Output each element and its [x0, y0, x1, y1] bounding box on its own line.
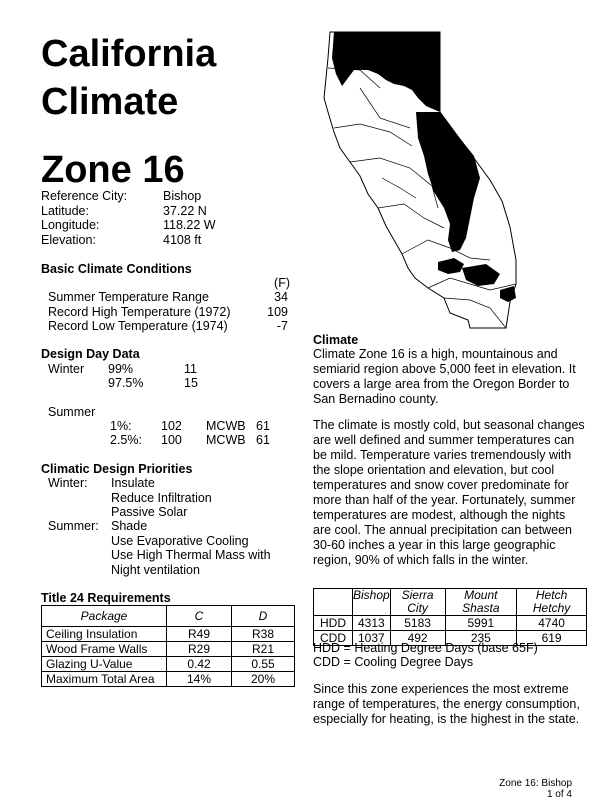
unit-label: (F) [274, 276, 290, 290]
table-row [42, 672, 295, 687]
summer-value: 102 [161, 419, 182, 433]
table-cell: 20% [232, 672, 295, 687]
mcwb-value: 61 [256, 433, 270, 447]
footer-zone: Zone 16: Bishop [499, 778, 572, 789]
condition-value: 34 [274, 290, 288, 304]
priority-item: Use Evaporative Cooling [111, 533, 249, 548]
table-cell: 5183 [390, 616, 445, 631]
header-cell-empty [314, 589, 353, 616]
table-cell: 5991 [445, 616, 517, 631]
header-cell: Sierra City [390, 589, 445, 616]
table-cell: 4740 [517, 616, 587, 631]
priority-item: Passive Solar [111, 505, 188, 519]
degree-days-table [313, 588, 587, 646]
table-header-row [42, 606, 295, 627]
priority-summer-label: Summer: [48, 519, 99, 533]
condition-value: 109 [267, 304, 288, 319]
table-cell: R29 [167, 642, 232, 657]
table-cell: 4313 [353, 616, 391, 631]
table-cell: R49 [167, 627, 232, 642]
reference-info [41, 189, 241, 247]
header-cell: Hetch Hetchy [517, 589, 587, 616]
title-line-1: California [41, 33, 217, 75]
california-map [320, 28, 592, 334]
priority-winter-list [111, 476, 212, 520]
condition-value: -7 [276, 319, 288, 333]
table-cell: 1037 [353, 631, 391, 646]
ref-label: Longitude: [41, 218, 100, 232]
table-row [314, 616, 587, 631]
priority-item: Insulate [111, 476, 155, 490]
page-footer [499, 778, 572, 800]
title24-heading: Title 24 Requirements [41, 591, 171, 605]
table-cell: Ceiling Insulation [42, 627, 167, 642]
table-cell: Wood Frame Walls [42, 642, 167, 657]
table-row [42, 657, 295, 672]
condition-label: Record High Temperature (1972) [48, 304, 231, 319]
header-cell: D [232, 606, 295, 627]
header-cell: C [167, 606, 232, 627]
footer-page: 1 of 4 [546, 789, 572, 800]
mcwb-value: 61 [256, 419, 270, 433]
basic-conditions [48, 290, 288, 334]
table-cell: 235 [445, 631, 517, 646]
ref-value: Bishop [163, 189, 202, 203]
priorities-heading: Climatic Design Priorities [41, 462, 193, 476]
winter-value: 15 [184, 376, 198, 390]
winter-pct: 97.5% [108, 376, 144, 390]
condition-label: Summer Temperature Range [48, 290, 209, 304]
basic-heading: Basic Climate Conditions [41, 262, 192, 276]
priority-winter-label: Winter: [48, 476, 88, 490]
table-row [42, 627, 295, 642]
climate-paragraph-3: Since this zone experiences the most extreme range of temperatures, the energy consumption, especially for heating, is the highest in the state. [313, 682, 580, 726]
condition-label: Record Low Temperature (1974) [48, 319, 228, 333]
table-header-row [314, 589, 587, 616]
table-cell: 619 [517, 631, 587, 646]
header-cell: Package [42, 606, 167, 627]
climate-heading: Climate [313, 333, 359, 347]
winter-value: 11 [184, 362, 197, 376]
table-cell: Maximum Total Area [42, 672, 167, 687]
climate-paragraph-1: Climate Zone 16 is a high, mountainous and semiarid region above 5,000 feet in elevation. It covers a large area from the Oregon Border to San Bernadino county. [313, 347, 576, 406]
hdd-note: HDD = Heating Degree Days (base 65F) [313, 641, 538, 655]
table-cell: 492 [390, 631, 445, 646]
table-cell: 0.55 [232, 657, 295, 672]
row-label: HDD [314, 616, 353, 631]
table-cell: 14% [167, 672, 232, 687]
ref-label: Elevation: [41, 232, 96, 247]
summer-value: 100 [161, 433, 182, 447]
title-line-3: Zone 16 [41, 149, 185, 191]
ref-label: Reference City: [41, 189, 128, 203]
mcwb-label: MCWB [206, 419, 246, 433]
priority-item: Night ventilation [111, 562, 200, 577]
page-title [41, 30, 216, 194]
table-cell: R38 [232, 627, 295, 642]
priority-item: Shade [111, 519, 148, 533]
climate-paragraph-2: The climate is mostly cold, but seasonal changes are well defined and summer temperatures can be mild. Temperature varies tremendously with the slope orientation and elevation, but cool temperatures and snow cover predominate for more than half of the year. Fortunately, summer temperatures are modest, although the nights are cool. The annual precipitation can between 30-60 inches a year in this large geographic region, 90% of which falls in the winter. [313, 418, 585, 567]
table-row [42, 642, 295, 657]
row-label: CDD [314, 631, 353, 646]
cdd-note: CDD = Cooling Degree Days [313, 655, 474, 669]
ref-value: 37.22 N [163, 203, 207, 218]
summer-label: Summer [48, 405, 96, 419]
priority-summer-list [111, 519, 271, 577]
priority-item: Reduce Infiltration [111, 490, 212, 505]
winter-pct: 99% [108, 362, 134, 376]
table-cell: Glazing U-Value [42, 657, 167, 672]
mcwb-label: MCWB [206, 433, 246, 447]
ref-value: 118.22 W [163, 218, 216, 232]
title24-table [41, 605, 295, 687]
header-cell: Bishop [353, 589, 391, 616]
title-line-2: Climate [41, 81, 179, 123]
design-heading: Design Day Data [41, 347, 140, 361]
summer-pct: 1%: [110, 419, 132, 433]
ref-label: Latitude: [41, 203, 89, 218]
summer-pct: 2.5%: [110, 433, 142, 447]
winter-label: Winter [48, 362, 85, 376]
table-cell: R21 [232, 642, 295, 657]
header-cell: Mount Shasta [445, 589, 517, 616]
table-cell: 0.42 [167, 657, 232, 672]
ref-value: 4108 ft [163, 232, 202, 247]
priority-item: Use High Thermal Mass with [111, 548, 271, 562]
